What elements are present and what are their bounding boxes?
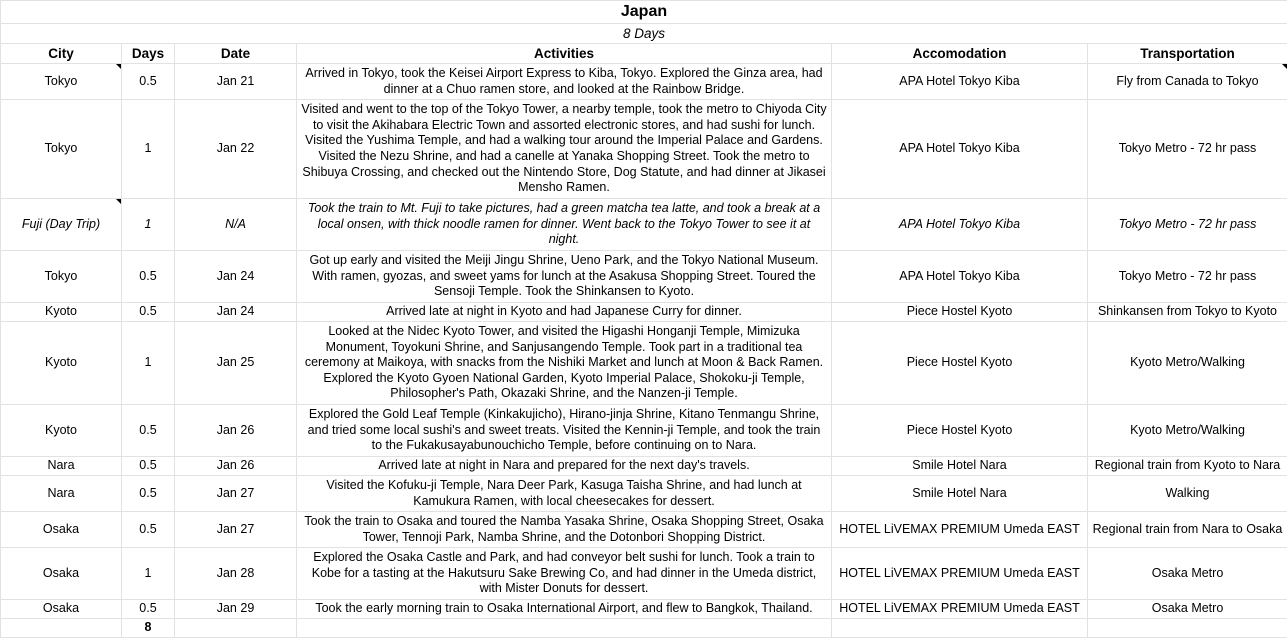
accommodation-cell[interactable]: HOTEL LiVEMAX PREMIUM Umeda EAST: [832, 600, 1088, 619]
city-cell[interactable]: Kyoto: [1, 303, 122, 322]
accommodation-cell[interactable]: APA Hotel Tokyo Kiba: [832, 199, 1088, 251]
date-cell[interactable]: Jan 25: [175, 322, 297, 405]
date-cell[interactable]: Jan 24: [175, 303, 297, 322]
itinerary-row: [1, 600, 1287, 619]
city-cell[interactable]: Kyoto: [1, 405, 122, 457]
days-cell[interactable]: 0.5: [122, 251, 175, 303]
date-cell[interactable]: N/A: [175, 199, 297, 251]
empty-cell[interactable]: [832, 619, 1088, 638]
transportation-cell[interactable]: Walking: [1088, 476, 1287, 512]
city-cell[interactable]: Kyoto: [1, 322, 122, 405]
transportation-cell[interactable]: Tokyo Metro - 72 hr pass: [1088, 100, 1287, 199]
date-cell[interactable]: Jan 27: [175, 476, 297, 512]
header-accommodation[interactable]: Accomodation: [832, 44, 1088, 64]
sheet-subtitle[interactable]: 8 Days: [1, 24, 1287, 44]
activities-cell[interactable]: Arrived late at night in Nara and prepared for the next day's travels.: [297, 457, 832, 476]
activities-cell[interactable]: Took the train to Mt. Fuji to take pictures, had a green matcha tea latte, and took a break at a local onsen, with thick noodle ramen for dinner. Went back to the Tokyo Tower to see it at night.: [297, 199, 832, 251]
days-cell[interactable]: 0.5: [122, 457, 175, 476]
date-cell[interactable]: Jan 29: [175, 600, 297, 619]
activities-cell[interactable]: Took the train to Osaka and toured the Namba Yasaka Shrine, Osaka Shopping Street, Osaka Tower, Tennoji Park, Namba Shrine, and the Dotonbori Shopping District.: [297, 512, 832, 548]
accommodation-cell[interactable]: Smile Hotel Nara: [832, 476, 1088, 512]
days-cell[interactable]: 0.5: [122, 64, 175, 100]
empty-cell[interactable]: [175, 619, 297, 638]
city-cell[interactable]: Nara: [1, 457, 122, 476]
empty-cell[interactable]: [1, 619, 122, 638]
itinerary-row: [1, 322, 1287, 405]
days-cell[interactable]: 0.5: [122, 303, 175, 322]
transportation-cell[interactable]: Fly from Canada to Tokyo: [1088, 64, 1287, 100]
transportation-cell[interactable]: Regional train from Kyoto to Nara: [1088, 457, 1287, 476]
days-cell[interactable]: 0.5: [122, 476, 175, 512]
activities-cell[interactable]: Explored the Gold Leaf Temple (Kinkakujicho), Hirano-jinja Shrine, Kitano Tenmangu Shrine, and tried some local sushi's and sweet treats. Visited the Kennin-ji Temple, and took the train to the Fukakusayabunouchicho Temple, before continuing on to Nara.: [297, 405, 832, 457]
days-cell[interactable]: 1: [122, 100, 175, 199]
header-date[interactable]: Date: [175, 44, 297, 64]
accommodation-cell[interactable]: HOTEL LiVEMAX PREMIUM Umeda EAST: [832, 548, 1088, 600]
itinerary-row: [1, 251, 1287, 303]
activities-cell[interactable]: Arrived late at night in Kyoto and had Japanese Curry for dinner.: [297, 303, 832, 322]
days-cell[interactable]: 0.5: [122, 600, 175, 619]
accommodation-cell[interactable]: Piece Hostel Kyoto: [832, 303, 1088, 322]
transportation-cell[interactable]: Kyoto Metro/Walking: [1088, 322, 1287, 405]
city-cell[interactable]: Tokyo: [1, 251, 122, 303]
empty-cell[interactable]: [1088, 619, 1287, 638]
activities-cell[interactable]: Visited the Kofuku-ji Temple, Nara Deer Park, Kasuga Taisha Shrine, and had lunch at Kamukura Ramen, with local cheesecakes for dessert.: [297, 476, 832, 512]
transportation-cell[interactable]: Tokyo Metro - 72 hr pass: [1088, 199, 1287, 251]
days-cell[interactable]: 1: [122, 199, 175, 251]
total-row: [1, 619, 1287, 638]
transportation-cell[interactable]: Shinkansen from Tokyo to Kyoto: [1088, 303, 1287, 322]
activities-cell[interactable]: Visited and went to the top of the Tokyo Tower, a nearby temple, took the metro to Chiyoda City to visit the Akihabara Electric Town and assorted electronic stores, and had sushi for lunch. Visited the Yushima Temple, and had a walking tour around the Imperial Palace and Gardens. Visited the Nezu Shrine, and had a canelle at Yanaka Shopping Street. Took the metro to Shibuya Crossing, and checked out the Nintendo Store, Dog Statute, and had dinner at Jikasei Mensho Ramen.: [297, 100, 832, 199]
itinerary-row: [1, 405, 1287, 457]
activities-cell[interactable]: Explored the Osaka Castle and Park, and had conveyor belt sushi for lunch. Took a train to Kobe for a tasting at the Hakutsuru Sake Brewing Co, and had dinner in the Umeda district, with Mister Donuts for dessert.: [297, 548, 832, 600]
header-transportation[interactable]: Transportation: [1088, 44, 1287, 64]
header-days[interactable]: Days: [122, 44, 175, 64]
itinerary-row: [1, 100, 1287, 199]
itinerary-row: [1, 457, 1287, 476]
accommodation-cell[interactable]: Smile Hotel Nara: [832, 457, 1088, 476]
days-cell[interactable]: 1: [122, 322, 175, 405]
accommodation-cell[interactable]: Piece Hostel Kyoto: [832, 322, 1088, 405]
days-cell[interactable]: 0.5: [122, 405, 175, 457]
days-cell[interactable]: 0.5: [122, 512, 175, 548]
transportation-cell[interactable]: Osaka Metro: [1088, 548, 1287, 600]
city-cell[interactable]: Tokyo: [1, 64, 122, 100]
city-cell[interactable]: Nara: [1, 476, 122, 512]
header-activities[interactable]: Activities: [297, 44, 832, 64]
itinerary-row: [1, 303, 1287, 322]
header-city[interactable]: City: [1, 44, 122, 64]
transportation-cell[interactable]: Regional train from Nara to Osaka: [1088, 512, 1287, 548]
date-cell[interactable]: Jan 28: [175, 548, 297, 600]
city-cell[interactable]: Osaka: [1, 512, 122, 548]
city-cell[interactable]: Tokyo: [1, 100, 122, 199]
accommodation-cell[interactable]: Piece Hostel Kyoto: [832, 405, 1088, 457]
date-cell[interactable]: Jan 24: [175, 251, 297, 303]
activities-cell[interactable]: Took the early morning train to Osaka International Airport, and flew to Bangkok, Thailand.: [297, 600, 832, 619]
transportation-cell[interactable]: Tokyo Metro - 72 hr pass: [1088, 251, 1287, 303]
date-cell[interactable]: Jan 27: [175, 512, 297, 548]
total-days-cell[interactable]: 8: [122, 619, 175, 638]
itinerary-row: [1, 512, 1287, 548]
accommodation-cell[interactable]: APA Hotel Tokyo Kiba: [832, 251, 1088, 303]
activities-cell[interactable]: Looked at the Nidec Kyoto Tower, and visited the Higashi Honganji Temple, Mimizuka Monument, Toyokuni Shrine, and Sanjusangendo Temple. Took part in a traditional tea ceremony at Maikoya, with snacks from the Nishiki Market and lunch at Moon & Back Ramen. Explored the Kyoto Gyoen National Garden, Kyoto Imperial Palace, Shokoku-ji Temple, Philosopher's Path, Okazaki Shrine, and the Nanzen-ji Temple.: [297, 322, 832, 405]
days-cell[interactable]: 1: [122, 548, 175, 600]
empty-cell[interactable]: [297, 619, 832, 638]
city-cell[interactable]: Fuji (Day Trip): [1, 199, 122, 251]
accommodation-cell[interactable]: APA Hotel Tokyo Kiba: [832, 100, 1088, 199]
accommodation-cell[interactable]: HOTEL LiVEMAX PREMIUM Umeda EAST: [832, 512, 1088, 548]
itinerary-row: [1, 64, 1287, 100]
activities-cell[interactable]: Arrived in Tokyo, took the Keisei Airport Express to Kiba, Tokyo. Explored the Ginza area, had dinner at a Chuo ramen store, and looked at the Rainbow Bridge.: [297, 64, 832, 100]
accommodation-cell[interactable]: APA Hotel Tokyo Kiba: [832, 64, 1088, 100]
city-cell[interactable]: Osaka: [1, 600, 122, 619]
date-cell[interactable]: Jan 21: [175, 64, 297, 100]
sheet-title[interactable]: Japan: [1, 1, 1287, 24]
transportation-cell[interactable]: Kyoto Metro/Walking: [1088, 405, 1287, 457]
itinerary-row: [1, 199, 1287, 251]
date-cell[interactable]: Jan 22: [175, 100, 297, 199]
activities-cell[interactable]: Got up early and visited the Meiji Jingu Shrine, Ueno Park, and the Tokyo National Museum. With ramen, gyozas, and sweet yams for lunch at the Asakusa Shopping Street. Toured the Sensoji Temple. Took the Shinkansen to Kyoto.: [297, 251, 832, 303]
date-cell[interactable]: Jan 26: [175, 457, 297, 476]
itinerary-row: [1, 548, 1287, 600]
transportation-cell[interactable]: Osaka Metro: [1088, 600, 1287, 619]
date-cell[interactable]: Jan 26: [175, 405, 297, 457]
itinerary-row: [1, 476, 1287, 512]
city-cell[interactable]: Osaka: [1, 548, 122, 600]
